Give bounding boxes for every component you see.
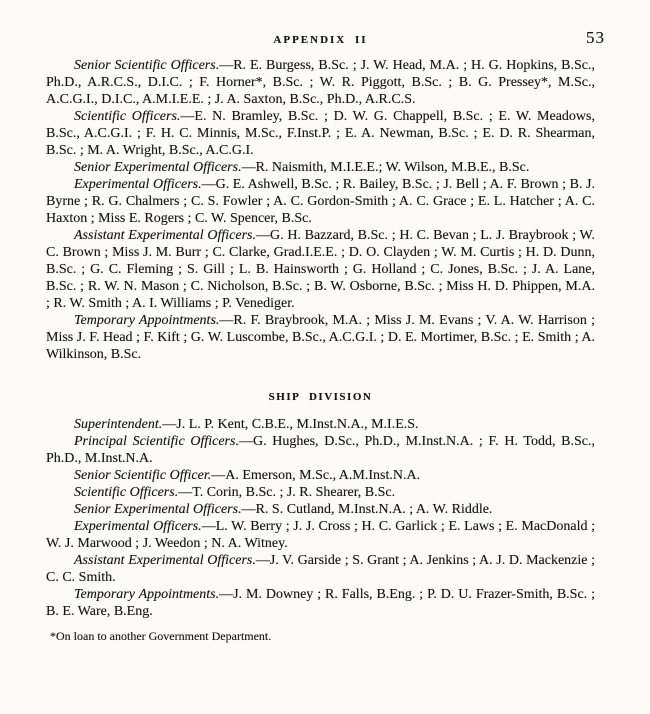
para-superintendent bbox=[46, 416, 595, 433]
paragraph-lead: Scientific Officers. bbox=[74, 485, 179, 500]
paragraph-lead: Experimental Officers. bbox=[74, 519, 202, 534]
paragraph-text: —J. M. Downey ; R. Falls, B.Eng. ; P. D. U. Frazer-Smith, B.Sc. ; B. E. Ware, B.Eng. bbox=[46, 587, 595, 619]
para-scientific-officers bbox=[46, 108, 595, 159]
paragraph-lead: Assistant Experimental Officers. bbox=[74, 228, 256, 243]
paragraph-lead: Senior Scientific Officers. bbox=[74, 58, 220, 73]
paragraph-text: —R. F. Braybrook, M.A. ; Miss J. M. Evans ; V. A. W. Harrison ; Miss J. F. Head ; F. Kift ; G. W. Luscombe, B.Sc., A.C.G.I. ; D. E. Mortimer, B.Sc. ; E. Smith ; A. Wilkinson, B.Sc. bbox=[46, 313, 595, 362]
running-head bbox=[46, 28, 605, 48]
para-senior-experimental-officers bbox=[46, 159, 595, 176]
para-assistant-experimental-officers-ship bbox=[46, 552, 595, 586]
paragraph-text: —L. W. Berry ; J. J. Cross ; H. C. Garlick ; E. Laws ; E. MacDonald ; W. J. Marwood ; J. Weedon ; N. A. Witney. bbox=[46, 519, 596, 551]
paragraph-text: —G. Hughes, D.Sc., Ph.D., M.Inst.N.A. ; F. H. Todd, B.Sc., Ph.D., M.Inst.N.A. bbox=[46, 434, 595, 466]
para-principal-scientific-officers-ship bbox=[46, 433, 595, 467]
running-head-title: APPENDIX II bbox=[273, 34, 368, 46]
paragraph-text: —G. E. Ashwell, B.Sc. ; R. Bailey, B.Sc. ; J. Bell ; A. F. Brown ; B. J. Byrne ; R. G. Chalmers ; C. S. Fowler ; A. C. Gordon-Smith ; A. C. Grace ; E. L. Hatcher ; A. C. Haxton ; Miss E. Rogers ; C. W. Spencer, B.Sc. bbox=[46, 177, 595, 226]
paragraph-lead: Temporary Appointments. bbox=[74, 313, 220, 328]
paragraph-text: —T. Corin, B.Sc. ; J. R. Shearer, B.Sc. bbox=[178, 485, 396, 500]
paragraph-lead: Principal Scientific Officers. bbox=[74, 434, 239, 449]
page-body bbox=[46, 57, 595, 644]
para-experimental-officers-ship bbox=[46, 518, 595, 552]
paragraph-text: —J. V. Garside ; S. Grant ; A. Jenkins ; A. J. D. Mackenzie ; C. C. Smith. bbox=[46, 553, 595, 585]
paragraph-text: —G. H. Bazzard, B.Sc. ; H. C. Bevan ; L. J. Braybrook ; W. C. Brown ; Miss J. M. Burr ; C. Clarke, Grad.I.E.E. ; D. O. Clayden ; W. M. Curtis ; H. D. Dunn, B.Sc. ; G. C. Fleming ; S. Gill ; L. B. Hainsworth ; G. Holland ; C. Jones, B.Sc. ; J. A. Lane, B.Sc. ; R. W. N. Mason ; C. Nicholson, B.Sc. ; B. W. Osborne, B.Sc. ; Miss H. D. Phippen, M.A. ; R. W. Smith ; A. I. Williams ; P. Venediger. bbox=[46, 228, 595, 311]
paragraph-text: —E. N. Bramley, B.Sc. ; D. W. G. Chappell, B.Sc. ; E. W. Meadows, B.Sc., A.C.G.I. ; F. H. C. Minnis, M.Sc., F.Inst.P. ; E. A. Newman, B.Sc. ; E. D. R. Shearman, B.Sc. ; M. A. Wright, B.Sc., A.C.G.I. bbox=[46, 109, 595, 158]
paragraph-lead: Superintendent. bbox=[74, 417, 163, 432]
paragraph-lead: Assistant Experimental Officers. bbox=[74, 553, 256, 568]
paragraph-text: —A. Emerson, M.Sc., A.M.Inst.N.A. bbox=[211, 468, 421, 483]
paragraph-lead: Senior Experimental Officers. bbox=[74, 160, 242, 175]
para-temporary-appointments bbox=[46, 312, 595, 363]
paragraph-lead: Senior Experimental Officers. bbox=[74, 502, 242, 517]
para-temporary-appointments-ship bbox=[46, 586, 595, 620]
paragraph-lead: Experimental Officers. bbox=[74, 177, 202, 192]
para-senior-experimental-officers-ship bbox=[46, 501, 595, 518]
paragraph-lead: Scientific Officers. bbox=[74, 109, 181, 124]
para-scientific-officers-ship bbox=[46, 484, 595, 501]
page-number: 53 bbox=[586, 28, 605, 47]
footnote: *On loan to another Government Department. bbox=[50, 629, 272, 643]
paragraph-text: —R. S. Cutland, M.Inst.N.A. ; A. W. Riddle. bbox=[241, 502, 493, 517]
para-senior-scientific-officers bbox=[46, 57, 595, 108]
paragraph-text: —R. E. Burgess, B.Sc. ; J. W. Head, M.A. ; H. G. Hopkins, B.Sc., Ph.D., A.R.C.S., D.I.C. ; F. Horner*, B.Sc. ; W. R. Piggott, B.Sc. ; B. G. Pressey*, M.Sc., A.C.G.I., D.I.C., A.M.I.E.E. ; J. A. Saxton, B.Sc., Ph.D., A.R.C.S. bbox=[46, 58, 595, 107]
paragraph-lead: Temporary Appointments. bbox=[74, 587, 220, 602]
section-heading-ship-division: SHIP DIVISION bbox=[268, 391, 373, 403]
paragraph-lead: Senior Scientific Officer. bbox=[74, 468, 212, 483]
para-assistant-experimental-officers bbox=[46, 227, 595, 312]
para-experimental-officers bbox=[46, 176, 595, 227]
para-senior-scientific-officer-ship bbox=[46, 467, 595, 484]
paragraph-text: —J. L. P. Kent, C.B.E., M.Inst.N.A., M.I.E.S. bbox=[162, 417, 419, 432]
paragraph-text: —R. Naismith, M.I.E.E.; W. Wilson, M.B.E., B.Sc. bbox=[241, 160, 530, 175]
